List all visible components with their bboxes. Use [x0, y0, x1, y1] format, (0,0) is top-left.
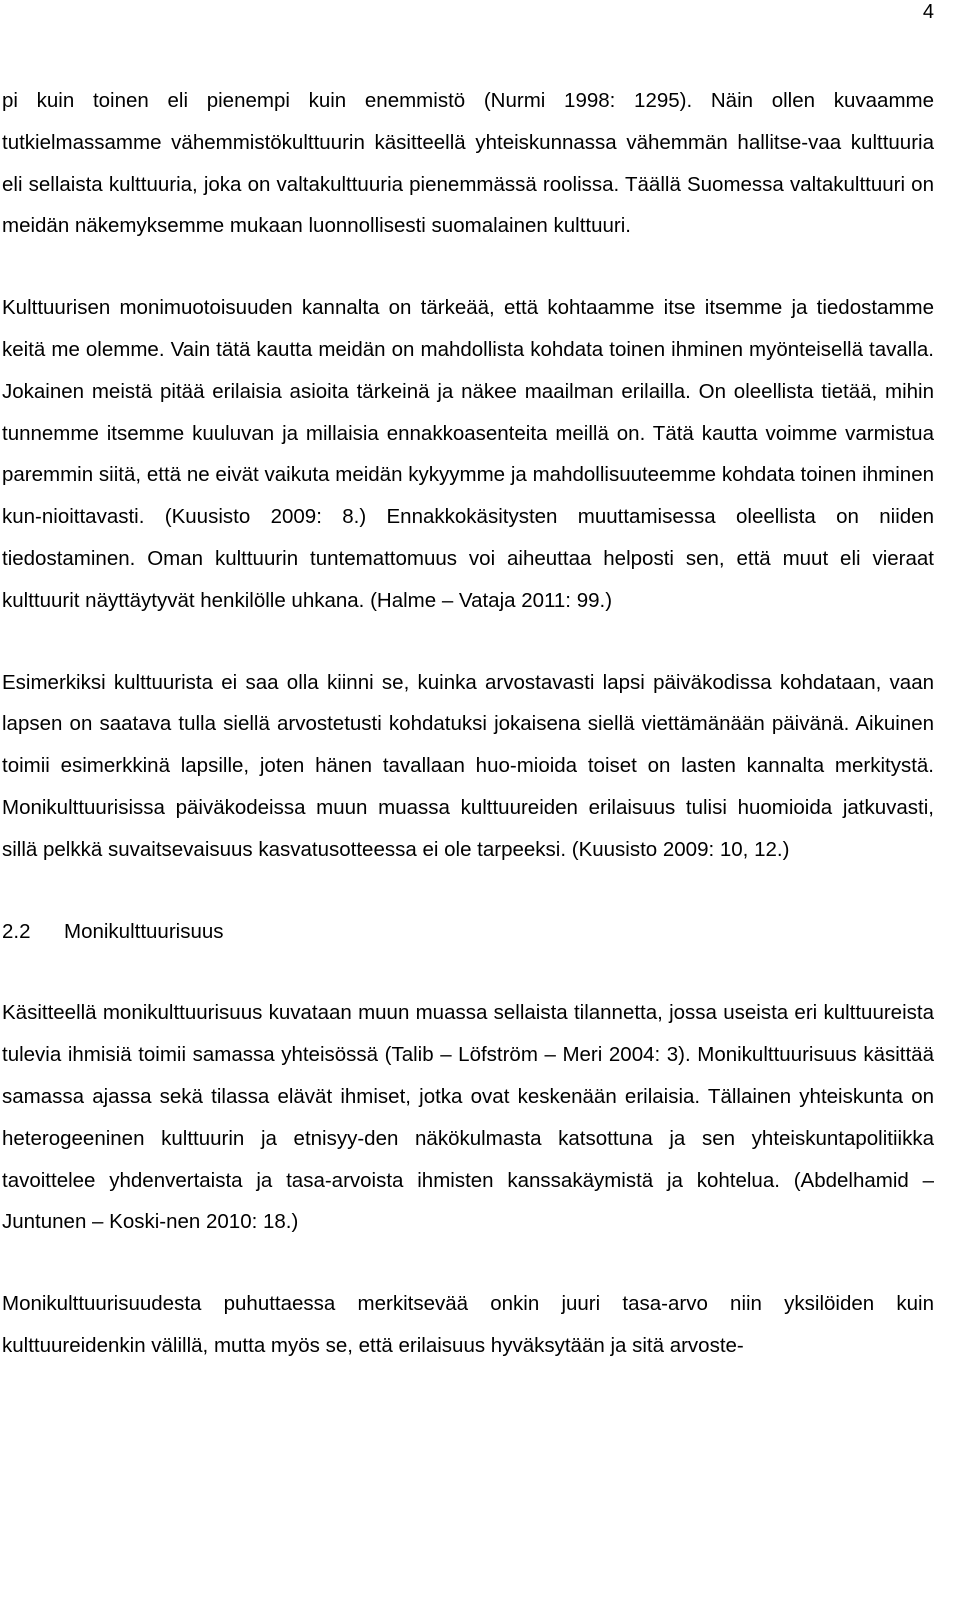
paragraph-1: pi kuin toinen eli pienempi kuin enemmistö (Nurmi 1998: 1295). Näin ollen kuvaamme tutkielmassamme vähemmistökulttuurin käsitteellä yhteiskunnassa vähemmän hallitse-vaa kulttuuria eli sellaista kulttuuria, joka on valtakulttuuria pienemmässä roolissa. Täällä Suomessa valtakulttuuri on meidän näkemyksemme mukaan luonnollisesti suomalainen kulttuuri.: [2, 89, 934, 238]
paragraph-4: Käsitteellä monikulttuurisuus kuvataan muun muassa sellaista tilannetta, jossa useista eri kulttuureista tulevia ihmisiä toimii samassa yhteisössä (Talib – Löfström – Meri 2004: 3). Monikulttuurisuus käsittää samassa ajassa sekä tilassa elävät ihmiset, jotka ovat keskenään erilaisia. Tällainen yhteiskunta on heterogeeninen kulttuurin ja etnisyy-den näkökulmasta katsottuna ja sen yhteiskuntapolitiikka tavoittelee yhdenvertaista ja tasa-arvoista ihmisten kanssakäymistä ja kohtelua. (Abdelhamid – Juntunen – Koski-nen 2010: 18.): [2, 1001, 934, 1234]
document-body: [2, 80, 934, 1367]
paragraph-3: Esimerkiksi kulttuurista ei saa olla kiinni se, kuinka arvostavasti lapsi päiväkodissa kohdataan, vaan lapsen on saatava tulla siellä arvostetusti kohdatuksi jokaisena siellä viettämänään päivänä. Aikuinen toimii esimerkkinä lapsille, joten hänen tavallaan huo-mioida toiset on lasten kannalta merkitystä. Monikulttuurisissa päiväkodeissa muun muassa kulttuureiden erilaisuus tulisi huomioida jatkuvasti, sillä pelkkä suvaitsevaisuus kasvatusotteessa ei ole tarpeeksi. (Kuusisto 2009: 10, 12.): [2, 670, 934, 861]
paragraph-gap: [2, 622, 934, 662]
paragraph-gap: [2, 247, 934, 287]
paragraph-2: Kulttuurisen monimuotoisuuden kannalta on tärkeää, että kohtaamme itse itsemme ja tiedostamme keitä me olemme. Vain tätä kautta meidän on mahdollista kohdata toinen ihminen myönteisellä tavalla. Jokainen meistä pitää erilaisia asioita tärkeinä ja näkee maailman erilailla. On oleellista tietää, mihin tunnemme itsemme kuuluvan ja millaisia ennakkoasenteita meillä on. Tätä kautta voimme varmistua paremmin siitä, että ne eivät vaikuta meidän kykyymme ja mahdollisuuteemme kohdata toinen ihminen kun-nioittavasti. (Kuusisto 2009: 8.) Ennakkokäsitysten muuttamisessa oleellista on niiden tiedostaminen. Oman kulttuurin tuntemattomuus voi aiheuttaa helposti sen, että muut eli vieraat kulttuurit näyttäytyvät henkilölle uhkana. (Halme – Vataja 2011: 99.): [2, 296, 934, 612]
paragraph-gap: [2, 1243, 934, 1283]
section-heading: [2, 911, 934, 953]
paragraph-gap: [2, 952, 934, 992]
paragraph-5: Monikulttuurisuudesta puhuttaessa merkitsevää onkin juuri tasa-arvo niin yksilöiden kuin kulttuureidenkin välillä, mutta myös se, että erilaisuus hyväksytään ja sitä arvoste-: [2, 1292, 934, 1357]
section-title: Monikulttuurisuus: [64, 919, 224, 943]
paragraph-gap: [2, 871, 934, 911]
section-number: 2.2: [2, 919, 31, 943]
page-number: 4: [922, 1, 934, 23]
